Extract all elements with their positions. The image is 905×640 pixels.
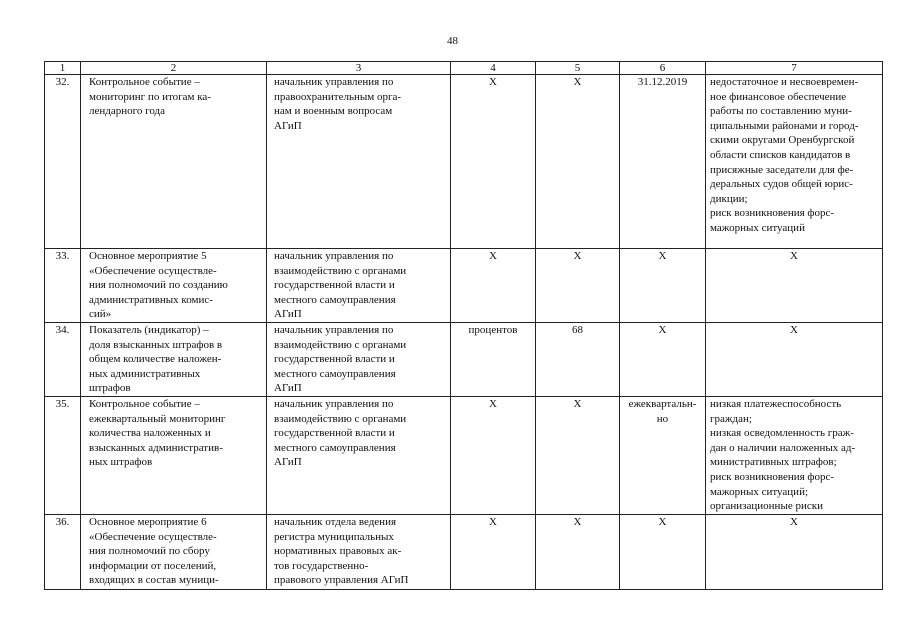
row-number-cell	[45, 75, 81, 249]
cell-text-line: Основное мероприятие 6	[89, 515, 207, 528]
unit-cell	[451, 514, 536, 589]
cell-text-line: области списков кандидатов в	[710, 148, 851, 161]
cell-text-line: нам и военным вопросам	[274, 105, 393, 118]
cell-text: Х	[573, 76, 582, 88]
column-header-5: 5	[536, 62, 620, 75]
cell-text-line: Х	[790, 324, 798, 336]
cell-text-line: дикции;	[710, 192, 748, 205]
cell-text: Х	[489, 397, 497, 410]
cell-text-line: ния полномочий по созданию	[89, 279, 228, 292]
cell-text-line: ное финансовое обеспечение	[710, 90, 847, 103]
risks-cell	[706, 396, 883, 514]
unit-cell	[451, 396, 536, 514]
cell-text-line: организационные риски	[710, 500, 823, 513]
cell-text-line: лендарного года	[89, 105, 166, 118]
cell-text-line: взысканных административ-	[89, 441, 223, 454]
measure-name-cell	[81, 396, 267, 514]
value-cell	[536, 249, 620, 323]
cell-text-line: дан о наличии наложенных ад-	[710, 441, 856, 454]
responsible-cell	[267, 75, 451, 249]
cell-text-line: ципальными районами и город-	[710, 119, 859, 132]
cell-text-line: АГиП	[274, 382, 302, 395]
cell-text-line: Х	[658, 324, 667, 336]
cell-text: 33.	[55, 250, 70, 262]
cell-text-line: тов государственно-	[274, 559, 369, 572]
measure-name-cell	[81, 249, 267, 323]
risks-cell	[706, 249, 883, 323]
cell-text-line: государственной власти и	[274, 353, 395, 366]
cell-text: 36.	[55, 515, 70, 528]
table-row	[45, 514, 883, 589]
cell-text-line: начальник управления по	[274, 250, 394, 262]
table-body	[45, 75, 883, 590]
risks-cell	[706, 514, 883, 589]
value-cell	[536, 323, 620, 397]
cell-text-line: работы по составлению муни-	[710, 105, 852, 118]
cell-text-line: скими округами Оренбургской	[710, 134, 855, 147]
cell-text-line: Х	[790, 250, 798, 262]
cell-text-line: АГиП	[274, 308, 302, 321]
cell-text-line: Х	[658, 250, 667, 262]
cell-text-line: «Обеспечение осуществле-	[89, 530, 217, 543]
cell-text: Х	[573, 250, 582, 262]
cell-text-line: регистра муниципальных	[274, 530, 394, 543]
cell-text-line: взаимодействию с органами	[274, 264, 407, 277]
table-row	[45, 323, 883, 397]
cell-text: 32.	[55, 76, 70, 88]
cell-text-line: Основное мероприятие 5	[89, 250, 207, 262]
cell-text-line: государственной власти и	[274, 427, 395, 440]
measure-name-cell	[81, 75, 267, 249]
cell-text-line: правового управления АГиП	[274, 574, 409, 587]
cell-text-line: ежеквартальный мониторинг	[89, 412, 226, 425]
value-cell	[536, 75, 620, 249]
cell-text: 68	[572, 324, 583, 336]
unit-cell	[451, 249, 536, 323]
responsible-cell	[267, 396, 451, 514]
cell-text-line: общем количестве наложен-	[89, 353, 222, 366]
column-header-2: 2	[81, 62, 267, 75]
column-header-1: 1	[45, 62, 81, 75]
cell-text: Х	[489, 515, 497, 528]
term-cell	[620, 323, 706, 397]
cell-text-line: информации от поселений,	[89, 559, 217, 572]
page-number: 48	[447, 35, 458, 47]
term-cell	[620, 75, 706, 249]
column-number-row	[45, 62, 883, 75]
responsible-cell	[267, 514, 451, 589]
cell-text-line: начальник управления по	[274, 76, 394, 88]
table-row	[45, 396, 883, 514]
cell-text-line: административных комис-	[89, 293, 213, 306]
cell-text-line: ных штрафов	[89, 456, 153, 469]
cell-text: Х	[489, 76, 497, 88]
cell-text-line: риск возникновения форс-	[710, 470, 835, 483]
unit-cell	[451, 323, 536, 397]
cell-text-line: начальник управления по	[274, 324, 394, 336]
column-header-6: 6	[620, 62, 706, 75]
cell-text-line: сий»	[89, 308, 112, 321]
cell-text-line: мажорных ситуаций	[710, 221, 805, 234]
cell-text-line: деральных судов общей юрис-	[710, 178, 853, 191]
cell-text-line: риск возникновения форс-	[710, 207, 835, 220]
cell-text-line: мониторинг по итогам ка-	[89, 90, 211, 103]
measure-name-cell	[81, 514, 267, 589]
table-row	[45, 249, 883, 323]
cell-text-line: правоохранительным орга-	[274, 90, 402, 103]
cell-text-line: низкая осведомленность граж-	[710, 427, 854, 440]
cell-text: 34.	[55, 324, 70, 336]
cell-text-line: АГиП	[274, 119, 302, 132]
cell-text: Х	[573, 397, 582, 410]
cell-text-line: количества наложенных и	[89, 427, 211, 440]
cell-text-line: присяжные заседатели для фе-	[710, 163, 854, 176]
value-cell	[536, 396, 620, 514]
cell-text-line: мажорных ситуаций;	[710, 485, 809, 498]
cell-text-line: но	[656, 412, 669, 425]
cell-text-line: взаимодействию с органами	[274, 338, 407, 351]
cell-text-line: граждан;	[710, 412, 752, 425]
responsible-cell	[267, 323, 451, 397]
cell-text-line: «Обеспечение осуществле-	[89, 264, 217, 277]
column-header-3: 3	[267, 62, 451, 75]
risks-cell	[706, 75, 883, 249]
cell-text-line: АГиП	[274, 456, 302, 469]
cell-text-line: Х	[790, 515, 798, 528]
cell-text-line: начальник отдела ведения	[274, 515, 397, 528]
cell-text: процентов	[468, 324, 518, 336]
cell-text-line: Показатель (индикатор) –	[89, 324, 209, 336]
cell-text-line: входящих в состав муници-	[89, 574, 219, 587]
cell-text: Х	[573, 515, 582, 528]
cell-text-line: Контрольное событие –	[89, 397, 200, 410]
cell-text-line: доля взысканных штрафов в	[89, 338, 223, 351]
cell-text-line: местного самоуправления	[274, 367, 396, 380]
cell-text-line: низкая платежеспособность	[710, 397, 842, 410]
cell-text-line: ния полномочий по сбору	[89, 545, 210, 558]
cell-text-line: местного самоуправления	[274, 293, 396, 306]
cell-text-line: взаимодействию с органами	[274, 412, 407, 425]
cell-text-line: недостаточное и несвоевремен-	[710, 76, 859, 88]
column-header-7: 7	[706, 62, 883, 75]
term-cell	[620, 396, 706, 514]
cell-text: Х	[489, 250, 497, 262]
cell-text-line: ных административных	[89, 367, 201, 380]
risks-cell	[706, 323, 883, 397]
column-header-4: 4	[451, 62, 536, 75]
term-cell	[620, 514, 706, 589]
cell-text-line: государственной власти и	[274, 279, 395, 292]
cell-text-line: местного самоуправления	[274, 441, 396, 454]
responsible-cell	[267, 249, 451, 323]
term-cell	[620, 249, 706, 323]
cell-text-line: нормативных правовых ак-	[274, 545, 402, 558]
measures-table	[44, 61, 883, 590]
cell-text-line: ежеквартальн-	[628, 397, 697, 410]
row-number-cell	[45, 249, 81, 323]
measure-name-cell	[81, 323, 267, 397]
row-number-cell	[45, 323, 81, 397]
unit-cell	[451, 75, 536, 249]
cell-text-line: штрафов	[89, 382, 131, 395]
cell-text-line: Контрольное событие –	[89, 76, 200, 88]
row-number-cell	[45, 514, 81, 589]
cell-text: 35.	[55, 397, 70, 410]
row-number-cell	[45, 396, 81, 514]
table-row	[45, 75, 883, 249]
value-cell	[536, 514, 620, 589]
cell-text-line: начальник управления по	[274, 397, 394, 410]
cell-text-line: министративных штрафов;	[710, 456, 837, 469]
cell-text-line: 31.12.2019	[637, 76, 688, 88]
cell-text-line: Х	[658, 515, 667, 528]
